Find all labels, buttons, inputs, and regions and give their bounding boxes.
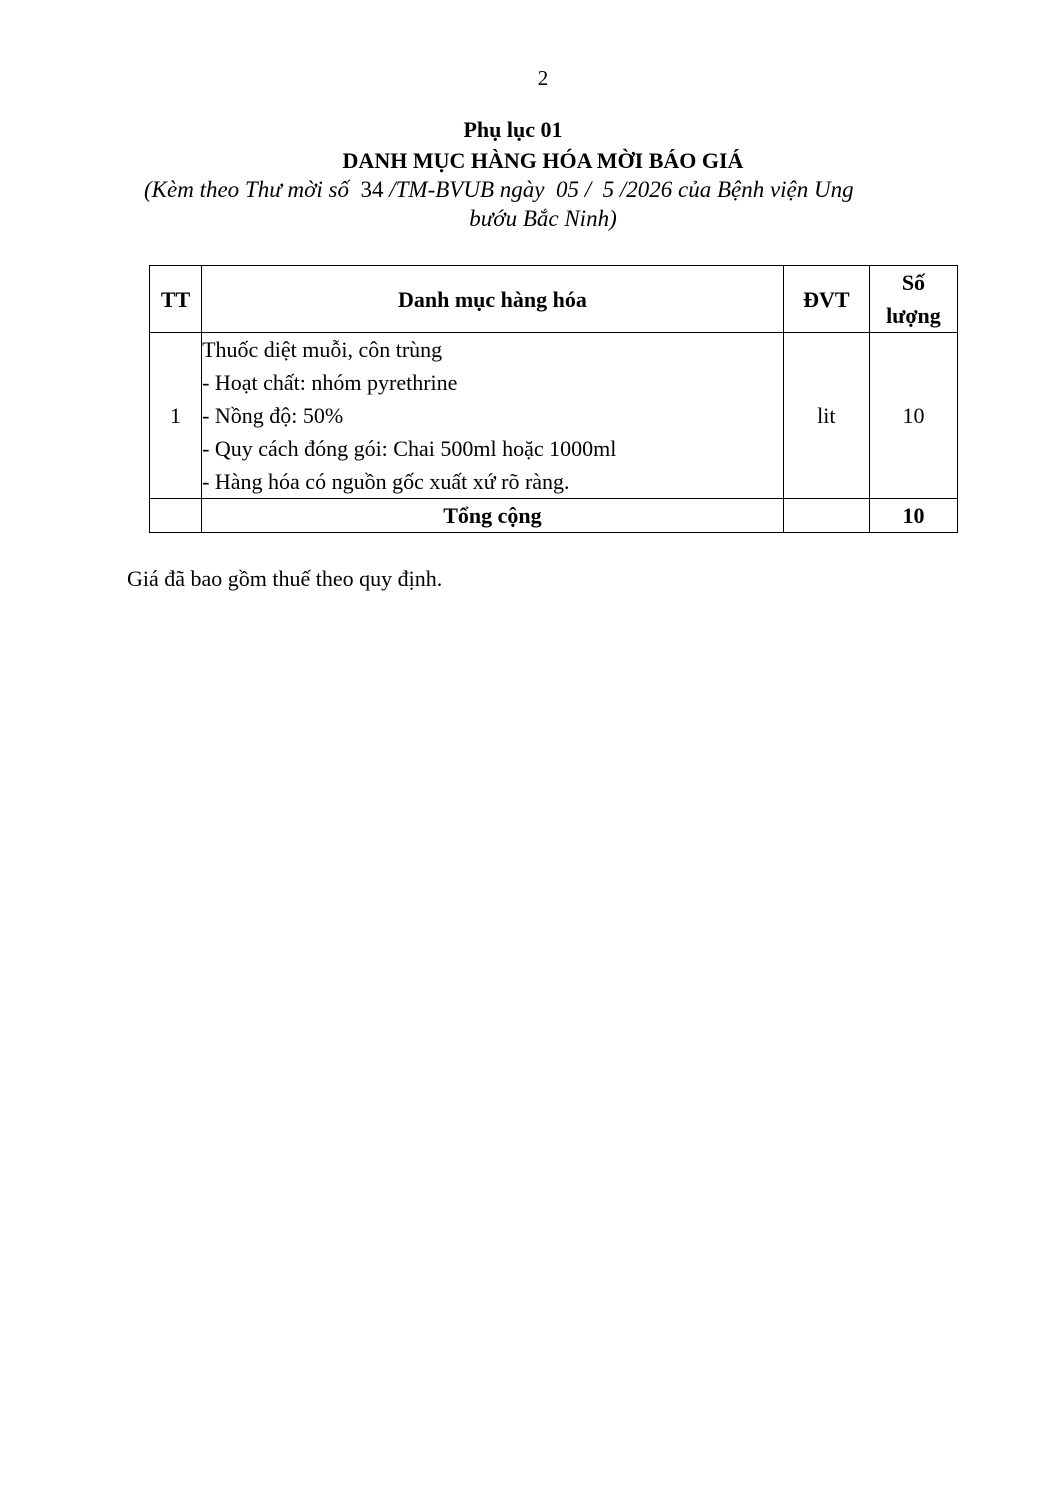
cell-unit: lit — [783, 333, 869, 499]
price-note: Giá đã bao gồm thuế theo quy định. — [127, 566, 443, 591]
goods-table — [149, 265, 958, 533]
table-header-row — [150, 266, 958, 333]
item-spec: - Hàng hóa có nguồn gốc xuất xứ rõ ràng. — [202, 469, 570, 494]
document-title: DANH MỤC HÀNG HÓA MỜI BÁO GIÁ — [342, 148, 744, 173]
date-month: 5 — [602, 177, 615, 202]
date-separator: / — [578, 177, 597, 202]
total-row — [150, 499, 958, 533]
total-label: Tổng cộng — [202, 499, 784, 533]
header-qty-line-2: lượng — [886, 303, 941, 328]
total-empty-cell — [150, 499, 202, 533]
item-spec: - Hoạt chất: nhóm pyrethrine — [202, 370, 458, 395]
total-empty-cell — [783, 499, 869, 533]
subtitle-line-2: bướu Bắc Ninh) — [469, 206, 617, 231]
total-qty: 10 — [869, 499, 957, 533]
letter-number: 34 — [360, 177, 384, 202]
subtitle-text: (Kèm theo Thư mời số — [144, 177, 355, 202]
date-day: 05 — [555, 177, 579, 202]
header-qty-line-1: Số — [901, 270, 926, 295]
item-spec: - Nồng độ: 50% — [202, 403, 344, 428]
cell-name — [202, 333, 784, 499]
header-tt: TT — [150, 266, 202, 333]
item-spec: - Quy cách đóng gói: Chai 500ml hoặc 1000ml — [202, 436, 617, 461]
cell-tt: 1 — [150, 333, 202, 499]
appendix-title: Phụ lục 01 — [463, 117, 563, 142]
subtitle-text: /TM-BVUB ngày — [383, 177, 551, 202]
cell-qty: 10 — [869, 333, 957, 499]
page-number: 2 — [537, 66, 549, 90]
header-name: Danh mục hàng hóa — [202, 266, 784, 333]
header-qty — [869, 266, 957, 333]
subtitle-text: /2026 của Bệnh viện Ung — [614, 177, 854, 202]
header-unit: ĐVT — [783, 266, 869, 333]
table-row — [150, 333, 958, 499]
subtitle-line-1 — [144, 177, 854, 203]
item-name: Thuốc diệt muỗi, côn trùng — [202, 337, 443, 362]
